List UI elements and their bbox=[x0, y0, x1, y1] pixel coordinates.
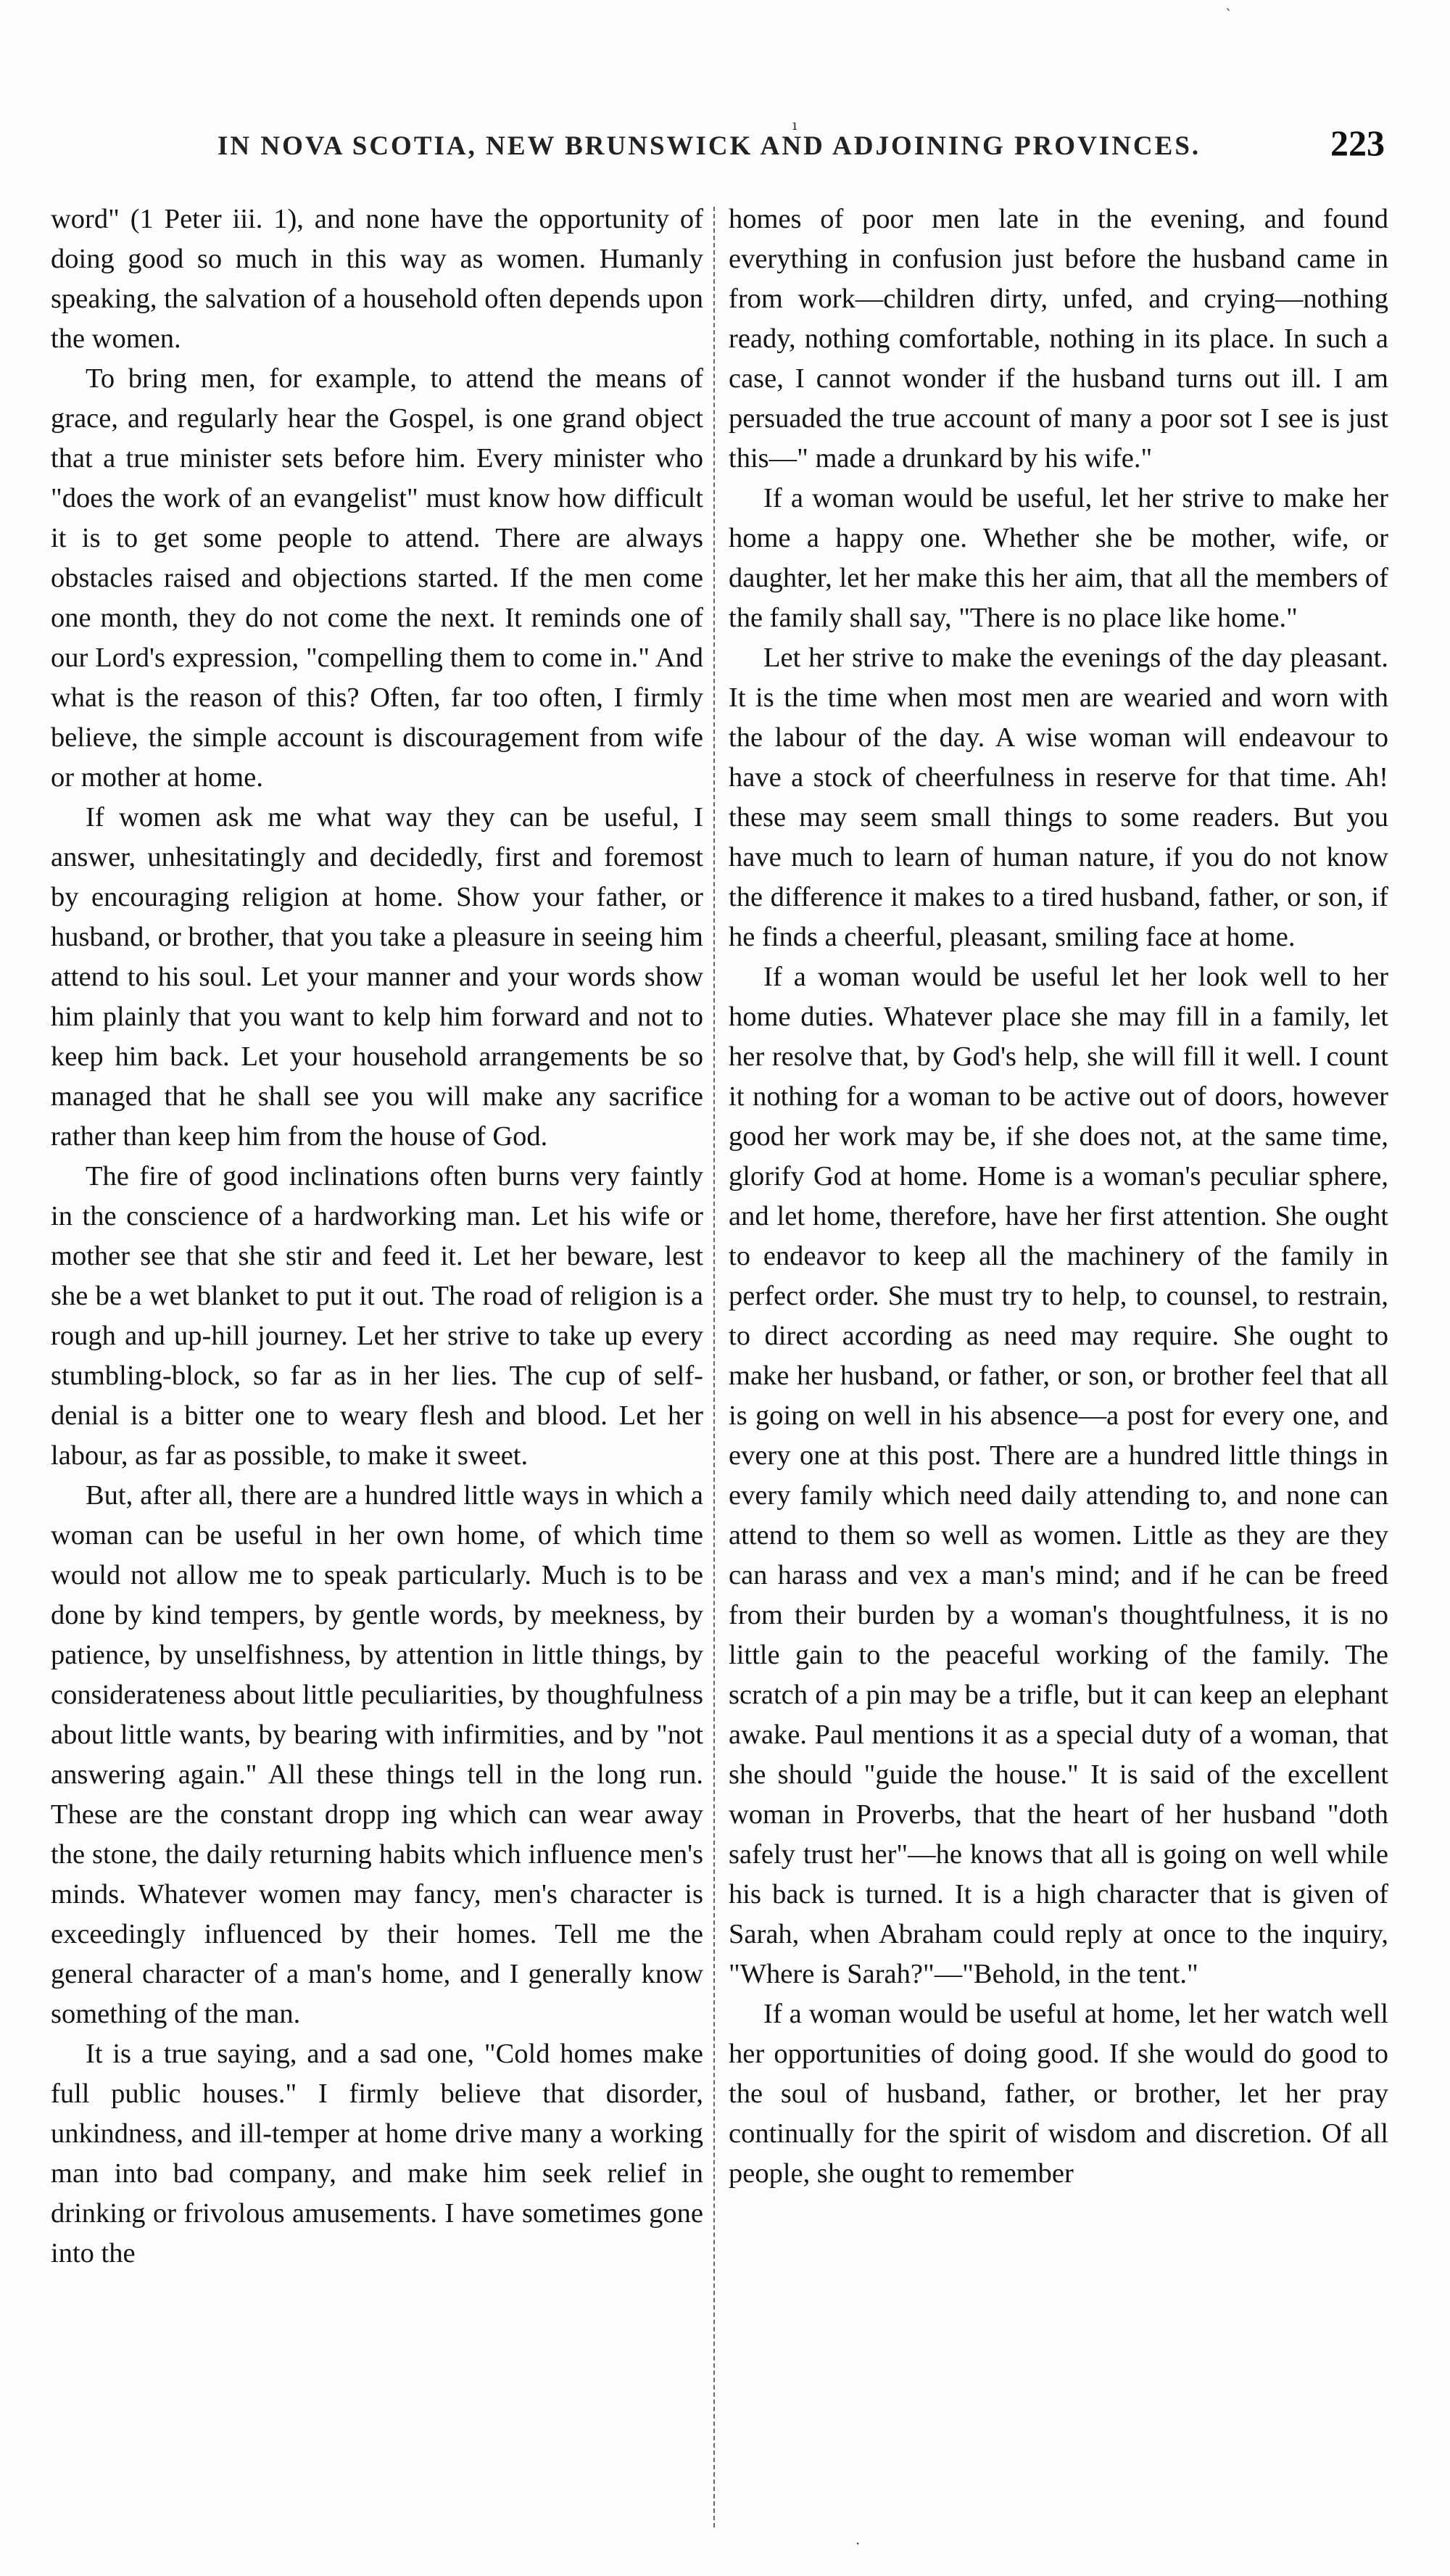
print-speck: · bbox=[856, 2535, 861, 2552]
paragraph: If women ask me what way they can be useful, I answer, unhesitatingly and decidedly, first and foremost by encouraging religion at home. Show your father, or husband, or brother, that you take a pleasure in seeing him attend to his soul. Let your manner and your words show him plainly that you want to kelp him forward and not to keep him back. Let your household arrangements be so managed that he shall see you will make any sacrifice rather than keep him from the house of God. bbox=[51, 802, 703, 1152]
print-speck: ˋ bbox=[1225, 6, 1232, 23]
column-divider bbox=[713, 207, 715, 2527]
paragraph: homes of poor men late in the evening, and found everything in confusion just before the husband came in from work—children dirty, unfed, and crying—nothing ready, nothing comfortable, nothing in its place. In such a case, I cannot wonder if the husband turns out ill. I am persuaded the true account of many a poor sot I see is just this—" made a drunkard by his wife." bbox=[729, 204, 1388, 474]
paragraph: word" (1 Peter iii. 1), and none have the opportunity of doing good so much in this way as women. Humanly speaking, the salvation of a household often depends upon the women. bbox=[51, 204, 703, 354]
paragraph: If a woman would be useful, let her strive to make her home a happy one. Whether she be mother, wife, or daughter, let her make this her aim, that all the members of the family shall say, "There is no place like home." bbox=[729, 483, 1388, 633]
left-column bbox=[51, 199, 703, 2274]
page-number: 223 bbox=[1330, 123, 1385, 163]
paragraph: If a woman would be useful let her look well to her home duties. Whatever place she may fill in a family, let her resolve that, by God's help, she will fill it well. I count it nothing for a woman to be active out of doors, however good her work may be, if she does not, at the same time, glorify God at home. Home is a woman's peculiar sphere, and let home, therefore, have her first attention. She ought to endeavor to keep all the machinery of the family in perfect order. She must try to help, to counsel, to restrain, to direct according as need may require. She ought to make her husband, or father, or son, or brother feel that all is going on well in his absence—a post for every one, and every one at this post. There are a hundred little things in every family which need daily attending to, and none can attend to them so well as women. Little as they are they can harass and vex a man's mind; and if he can be freed from their burden by a woman's thoughtfulness, it is no little gain to the peaceful working of the family. The scratch of a pin may be a trifle, but it can keep an elephant awake. Paul mentions it as a special duty of a woman, that she should "guide the house." It is said of the excellent woman in Proverbs, that the heart of her husband "doth safely trust her"—he knows that all is going on well while his back is turned. It is a high character that is given of Sarah, when Abraham could reply at once to the inquiry, "Where is Sarah?"—"Behold, in the tent." bbox=[729, 962, 1388, 1989]
running-head: IN NOVA SCOTIA, NEW BRUNSWICK AND ADJOINING PROVINCES. bbox=[218, 131, 1201, 161]
paragraph: If a woman would be useful at home, let her watch well her opportunities of doing good. If she would do good to the soul of husband, father, or brother, let her pray continually for the spirit of wisdom and discretion. Of all people, she ought to remember bbox=[729, 1999, 1388, 2189]
paragraph: But, after all, there are a hundred little ways in which a woman can be useful in her own home, of which time would not allow me to speak particularly. Much is to be done by kind tempers, by gentle words, by meekness, by patience, by unselfishness, by attention in little things, by considerateness about little peculiarities, by thoughfulness about little wants, by bearing with infirmities, and by "not answering again." All these things tell in the long run. These are the constant dropp ing which can wear away the stone, the daily returning habits which influence men's minds. Whatever women may fancy, men's character is exceedingly influenced by their homes. Tell me the general character of a man's home, and I generally know something of the man. bbox=[51, 1480, 703, 2029]
page-header bbox=[138, 117, 1385, 176]
right-column bbox=[729, 199, 1388, 2194]
paragraph: It is a true saying, and a sad one, "Cold homes make full public houses." I firmly believe that disorder, unkindness, and ill-temper at home drive many a working man into bad company, and make him seek relief in drinking or frivolous amusements. I have sometimes gone into the bbox=[51, 2039, 703, 2269]
paragraph: The fire of good inclinations often burns very faintly in the conscience of a hardworking man. Let his wife or mother see that she stir and feed it. Let her beware, lest she be a wet blanket to put it out. The road of religion is a rough and up-hill journey. Let her strive to take up every stumbling-block, so far as in her lies. The cup of self-denial is a bitter one to weary flesh and blood. Let her labour, as far as possible, to make it sweet. bbox=[51, 1161, 703, 1471]
print-speck: ı bbox=[792, 116, 798, 133]
paragraph: Let her strive to make the evenings of the day pleasant. It is the time when most men are wearied and worn with the labour of the day. A wise woman will endeavour to have a stock of cheerfulness in reserve for that time. Ah! these may seem small things to some readers. But you have much to learn of human nature, if you do not know the difference it makes to a tired husband, father, or son, if he finds a cheerful, pleasant, smiling face at home. bbox=[729, 643, 1388, 952]
paragraph: To bring men, for example, to attend the means of grace, and regularly hear the Gospel, is one grand object that a true minister sets before him. Every minister who "does the work of an evangelist" must know how difficult it is to get some people to attend. There are always obstacles raised and objections started. If the men come one month, they do not come the next. It reminds one of our Lord's expression, "compelling them to come in." And what is the reason of this? Often, far too often, I firmly believe, the simple account is discouragement from wife or mother at home. bbox=[51, 363, 703, 793]
